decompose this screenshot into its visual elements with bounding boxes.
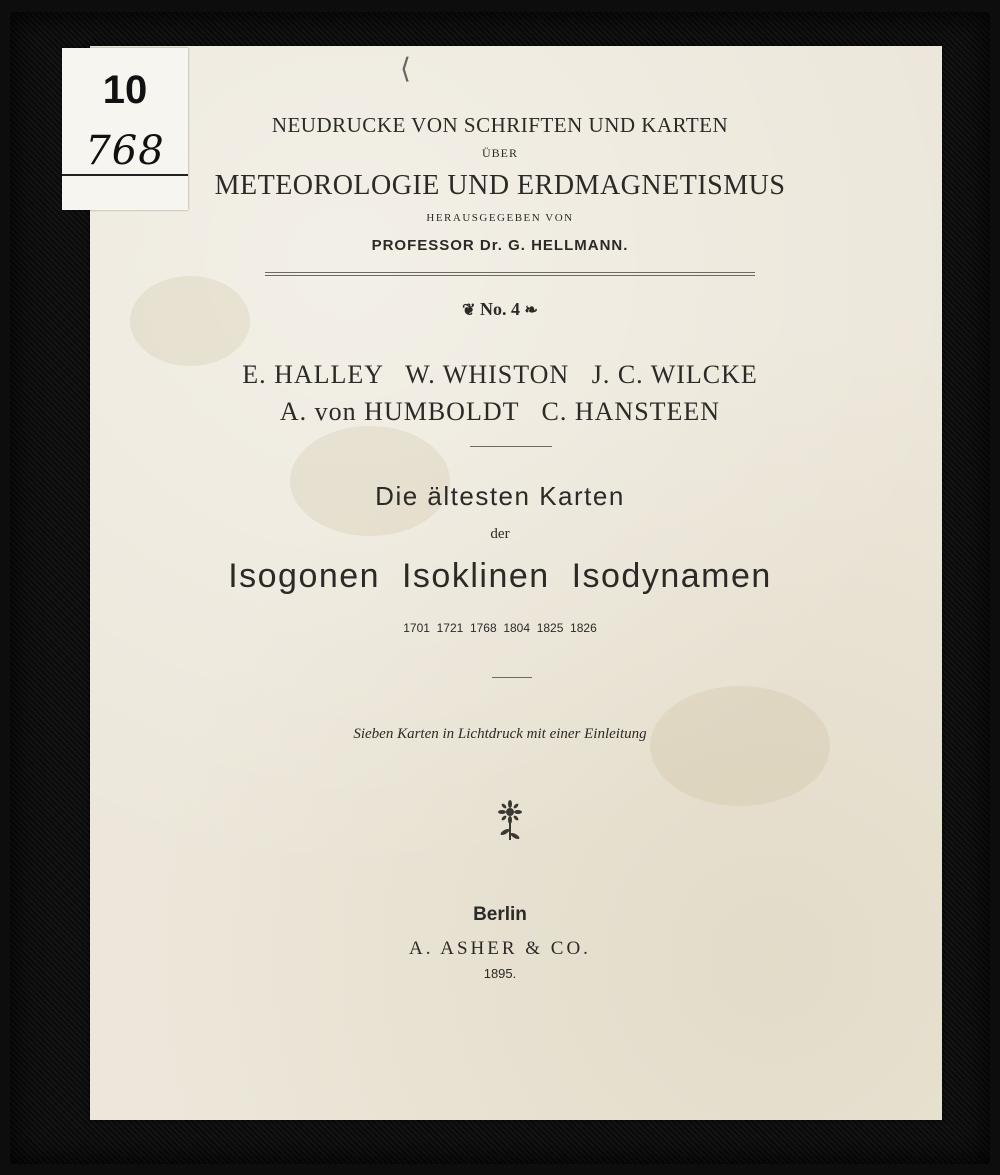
issue-number: No. 4 [480, 299, 520, 319]
place: Berlin [473, 904, 527, 925]
handwritten-number: 768 [85, 128, 165, 174]
title-line1: Die ältesten Karten [375, 481, 625, 511]
title-line2: der [490, 526, 510, 542]
fleuron-icon: ❧ [524, 302, 538, 319]
issue-line [0, 299, 1000, 320]
flower-ornament-icon [495, 800, 525, 846]
series-title-line2: ÜBER [481, 146, 518, 160]
paper-stain [650, 686, 830, 806]
publication-year: 1895. [483, 966, 517, 981]
authors-line1: E. HALLEY W. WHISTON J. C. WILCKE [242, 360, 758, 389]
short-rule [492, 677, 532, 678]
series-title-line3: METEOROLOGIE UND ERDMAGNETISMUS [214, 170, 786, 201]
pencil-mark: ⟨ [400, 52, 411, 85]
publisher: A. ASHER & CO. [409, 938, 591, 959]
short-rule [470, 446, 552, 447]
shelf-number: 10 [102, 68, 148, 112]
fleuron-icon: ❦ [462, 302, 476, 319]
editor-prefix: HERAUSGEGEBEN VON [426, 212, 574, 224]
title-line3: Isogonen Isoklinen Isodynamen [228, 557, 772, 595]
subtitle: Sieben Karten in Lichtdruck mit einer Einleitung [353, 726, 647, 742]
header-rule [265, 272, 755, 276]
authors-line2: A. von HUMBOLDT C. HANSTEEN [279, 397, 721, 426]
paper-stain [130, 276, 250, 366]
series-title-line1: NEUDRUCKE VON SCHRIFTEN UND KARTEN [271, 113, 729, 137]
years-line: 1701 1721 1768 1804 1825 1826 [403, 621, 597, 635]
editor-name: PROFESSOR Dr. G. HELLMANN. [371, 237, 629, 254]
